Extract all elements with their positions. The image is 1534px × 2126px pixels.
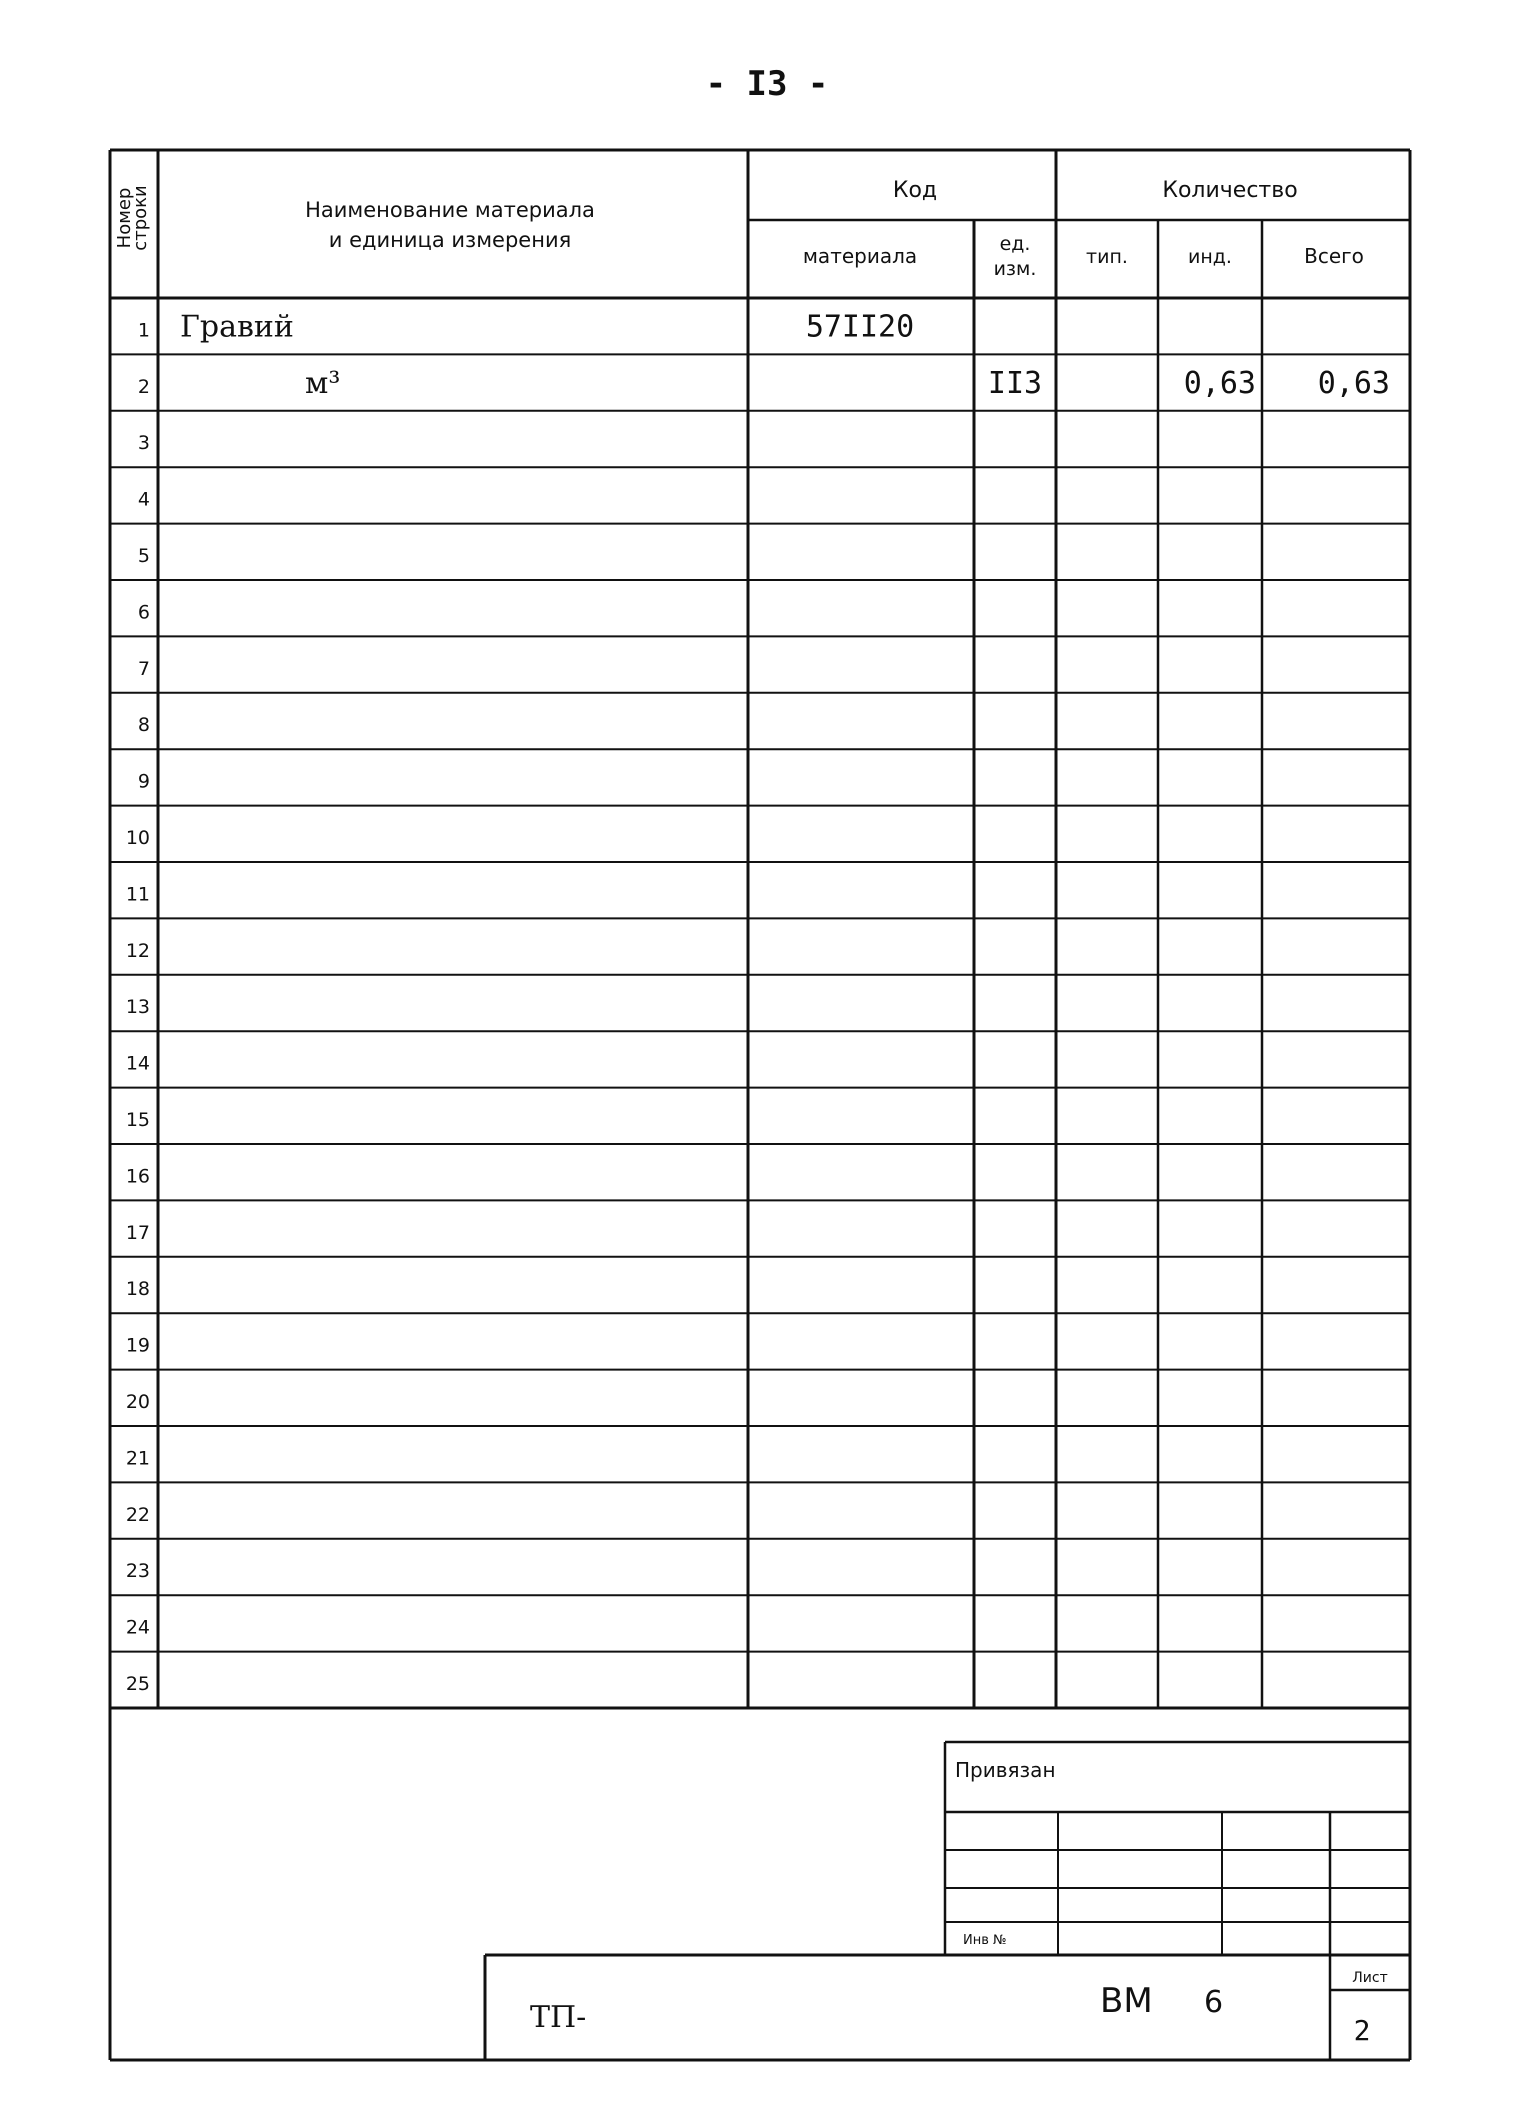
row-number: 18 — [125, 1278, 150, 1301]
header-quantity: Количество — [1162, 178, 1298, 203]
table-row — [138, 309, 914, 344]
table-row — [138, 489, 150, 511]
row-number: 19 — [125, 1334, 150, 1357]
row-number: 11 — [125, 883, 150, 906]
table-row — [126, 1673, 150, 1695]
row-unit-code: II3 — [987, 365, 1043, 401]
row-material-name: м³ — [305, 365, 341, 401]
stamp-doc-number: 6 — [1204, 1985, 1224, 2020]
stamp-inv-no-label: Инв № — [963, 1933, 1007, 1948]
row-number: 2 — [137, 375, 150, 398]
row-number: 17 — [125, 1221, 150, 1244]
header-row-number-line2: строки — [130, 185, 151, 251]
table-row — [138, 545, 150, 567]
header-code-unit-line2: изм. — [993, 258, 1037, 280]
table-body — [126, 309, 1390, 1695]
table-row — [126, 1391, 150, 1413]
table-header — [114, 178, 1364, 280]
row-number: 16 — [125, 1165, 150, 1188]
row-number: 7 — [137, 657, 150, 680]
stamp-attached-label: Привязан — [955, 1758, 1056, 1782]
table-row — [126, 883, 150, 905]
table-row — [126, 1560, 150, 1582]
row-number: 13 — [125, 996, 150, 1019]
table-row — [126, 1504, 150, 1526]
header-code-unit-line1: ед. — [999, 233, 1031, 255]
row-material-name: Гравий — [180, 309, 294, 345]
row-number: 12 — [125, 939, 150, 962]
row-number: 5 — [137, 544, 150, 567]
table-row — [138, 432, 150, 454]
table-row — [138, 658, 150, 680]
table-row — [138, 601, 150, 623]
header-qty-typ: тип. — [1086, 246, 1128, 268]
row-material-code: 57II20 — [805, 309, 915, 345]
page-number: - I3 - — [705, 64, 829, 104]
table-row — [126, 940, 150, 962]
row-number: 4 — [137, 488, 150, 511]
row-number: 14 — [125, 1052, 150, 1075]
row-qty-ind: 0,63 — [1183, 365, 1256, 401]
header-row-number-line1: Номер — [114, 187, 135, 249]
row-number: 25 — [125, 1672, 150, 1695]
header-code: Код — [892, 178, 938, 203]
stamp-doc-code: ТП- — [530, 2000, 587, 2035]
stamp-sheet-label: Лист — [1352, 1970, 1388, 1986]
row-number: 24 — [125, 1616, 150, 1639]
row-number: 8 — [137, 714, 150, 737]
row-number: 10 — [125, 826, 150, 849]
row-number: 21 — [125, 1447, 150, 1470]
table-row — [126, 1109, 150, 1131]
row-number: 22 — [125, 1503, 150, 1526]
header-qty-total: Всего — [1304, 244, 1364, 268]
row-number: 1 — [137, 319, 150, 342]
row-number: 9 — [137, 770, 150, 793]
title-block — [530, 1758, 1388, 2047]
header-name-line1: Наименование материала — [305, 198, 595, 222]
table-row — [138, 771, 150, 793]
header-name-line2: и единица измерения — [328, 228, 572, 252]
row-number: 3 — [137, 432, 150, 455]
table-row — [126, 1278, 150, 1300]
stamp-sheet-value: 2 — [1353, 2014, 1371, 2047]
table-row — [126, 1222, 150, 1244]
table-row — [126, 1335, 150, 1357]
row-number: 15 — [125, 1108, 150, 1131]
row-number: 6 — [137, 601, 150, 624]
table-row — [138, 714, 150, 736]
row-qty-total: 0,63 — [1317, 365, 1390, 401]
table-row — [126, 1617, 150, 1639]
table-row — [126, 827, 150, 849]
header-qty-ind: инд. — [1188, 246, 1232, 268]
table-row — [126, 1165, 150, 1187]
stamp-doc-mark: ВМ — [1100, 1981, 1153, 2021]
row-number: 23 — [125, 1560, 150, 1583]
table-row — [126, 1447, 150, 1469]
row-number: 20 — [125, 1390, 150, 1413]
table-row — [126, 1053, 150, 1075]
table-row — [138, 366, 1390, 401]
header-code-material: материала — [802, 244, 918, 268]
table-row — [126, 996, 150, 1018]
